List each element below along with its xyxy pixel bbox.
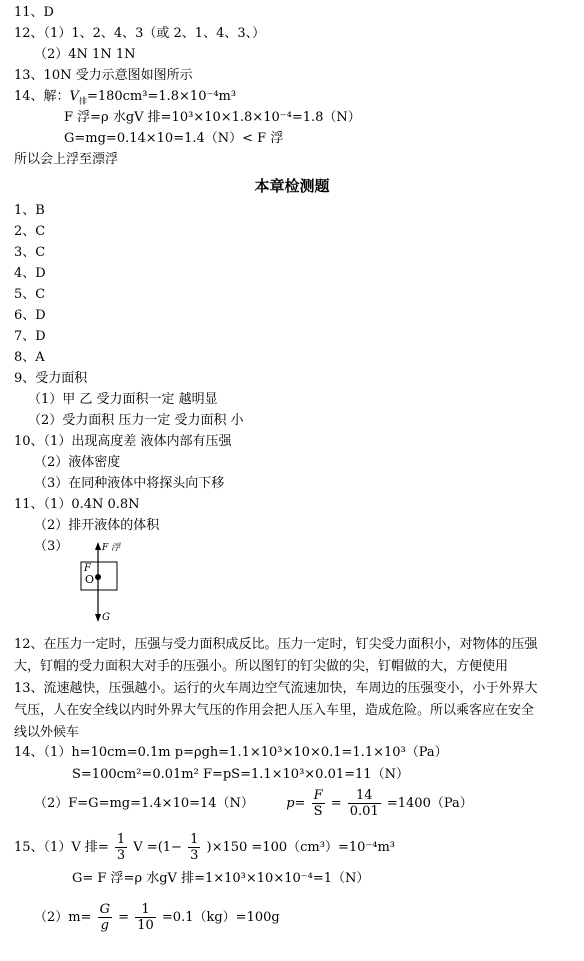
ans-14-force: （2）F=G=mg=1.4×10=14（N）: [34, 796, 254, 811]
equals: =: [118, 910, 130, 925]
ans-13-para: 13、流速越快，压强越小。运行的火车周边空气流速加快，车周边的压强变小，小于外界大: [14, 681, 538, 696]
ans-14-conclusion: 所以会上浮至漂浮: [14, 152, 119, 167]
ans-11-2: （2）排开液体的体积: [34, 518, 160, 533]
numerator: F: [313, 788, 323, 803]
ans-13-para: 线以外候车: [14, 725, 80, 740]
force-label: F: [84, 563, 91, 574]
mc-answer: 6、D: [14, 308, 46, 323]
denominator: g: [100, 918, 109, 933]
fraction: [115, 832, 127, 863]
ans-9-1: （1）甲 乙 受力面积一定 越明显: [28, 392, 218, 407]
mass-prefix: （2）m=: [34, 910, 92, 925]
ans-12-para: 大，钉帽的受力面积大对手的压强小。所以图钉的钉尖做的尖，钉帽做的大，方便使用: [14, 659, 509, 674]
ans-12-1: 12、（1）1、2、4、3（或 2、1、4、3、）: [14, 26, 266, 41]
ans-14-line3: G=mg=0.14×10=1.4（N）< F 浮: [64, 131, 284, 146]
force-diagram: [78, 540, 138, 622]
fraction: [348, 788, 381, 819]
numerator: 1: [190, 832, 199, 847]
ans-15-calc3: [34, 900, 280, 936]
ans-11-3: （3）: [34, 539, 69, 554]
numerator: 14: [348, 788, 381, 804]
ans-9: 9、受力面积: [14, 371, 88, 386]
fraction: [312, 788, 325, 819]
ans-14-volume: =180cm³=1.8×10⁻⁴m³: [86, 89, 237, 104]
fraction: [188, 832, 200, 863]
ans-14-calc3: [34, 786, 473, 822]
equals: =: [330, 796, 342, 811]
ans-11: 11、D: [14, 5, 54, 20]
volume-sub: 排: [78, 96, 87, 106]
denominator: S: [313, 804, 323, 819]
ans-14-calc1: 14、（1）h=10cm=0.1m p=ρgh=1.1×10³×10×0.1=1.1×10³（Pa）: [14, 745, 448, 760]
mc-answer: 1、B: [14, 203, 45, 218]
mc-answer: 7、D: [14, 329, 46, 344]
mc-answer: 5、C: [14, 287, 46, 302]
ans-10-2: （2）液体密度: [34, 455, 121, 470]
ans-13-para: 气压，人在安全线以内时外界大气压的作用会把人压入车里，造成危险。所以乘客应在安全: [14, 703, 535, 718]
ans-11-1: 11、（1）0.4N 0.8N: [14, 497, 140, 512]
ans-15-calc1: [14, 830, 395, 866]
numerator: G: [99, 902, 111, 917]
fraction: [135, 902, 156, 933]
denominator: 3: [116, 848, 126, 863]
result: =1400（Pa）: [386, 796, 473, 811]
result: =0.1（kg）=100g: [161, 910, 280, 925]
volume-symbol: V: [69, 89, 79, 104]
ans-9-2: （2）受力面积 压力一定 受力面积 小: [28, 413, 244, 428]
mc-answer: 3、C: [14, 245, 46, 260]
mc-answer: 8、A: [14, 350, 45, 365]
ans-10-1: 10、（1）出现高度差 液体内部有压强: [14, 434, 232, 449]
pressure-symbol: p=: [286, 796, 306, 811]
mc-answer: 4、D: [14, 266, 46, 281]
ans-14-calc2: S=100cm²=0.01m² F=pS=1.1×10³×0.01=11（N）: [72, 767, 409, 782]
result: )×150 =100（cm³）=10⁻⁴m³: [206, 840, 395, 855]
expression: V =(1−: [133, 840, 182, 855]
ans-15-calc2: G= F 浮=ρ 水gV 排=1×10³×10×10⁻⁴=1（N）: [72, 871, 370, 886]
ans-14-line1: [14, 89, 236, 105]
ans-12-para: 12、在压力一定时，压强与受力面积成反比。压力一定时，钉尖受力面积小，对物体的压强: [14, 637, 538, 652]
mc-answer: 2、C: [14, 224, 46, 239]
ans-13: 13、10N 受力示意图如图所示: [14, 68, 193, 83]
fraction: [98, 902, 112, 933]
numerator: 1: [135, 902, 156, 918]
ans-14-line2: F 浮=ρ 水gV 排=10³×10×1.8×10⁻⁴=1.8（N）: [64, 110, 361, 125]
gravity-label: G: [102, 612, 110, 622]
buoyancy-label: F 浮: [102, 543, 121, 553]
ans-10-3: （3）在同种液体中将探头向下移: [34, 476, 225, 491]
ans-15-prefix: 15、（1）V 排=: [14, 840, 109, 855]
denominator: 3: [190, 848, 199, 863]
section-title: 本章检测题: [254, 177, 330, 195]
numerator: 1: [116, 832, 126, 847]
denominator: 0.01: [349, 804, 379, 819]
ans-12-2: （2）4N 1N 1N: [34, 47, 136, 62]
ans-14-prefix: 14、解：: [14, 89, 70, 104]
origin-label: O: [85, 573, 95, 586]
denominator: 10: [137, 918, 154, 933]
